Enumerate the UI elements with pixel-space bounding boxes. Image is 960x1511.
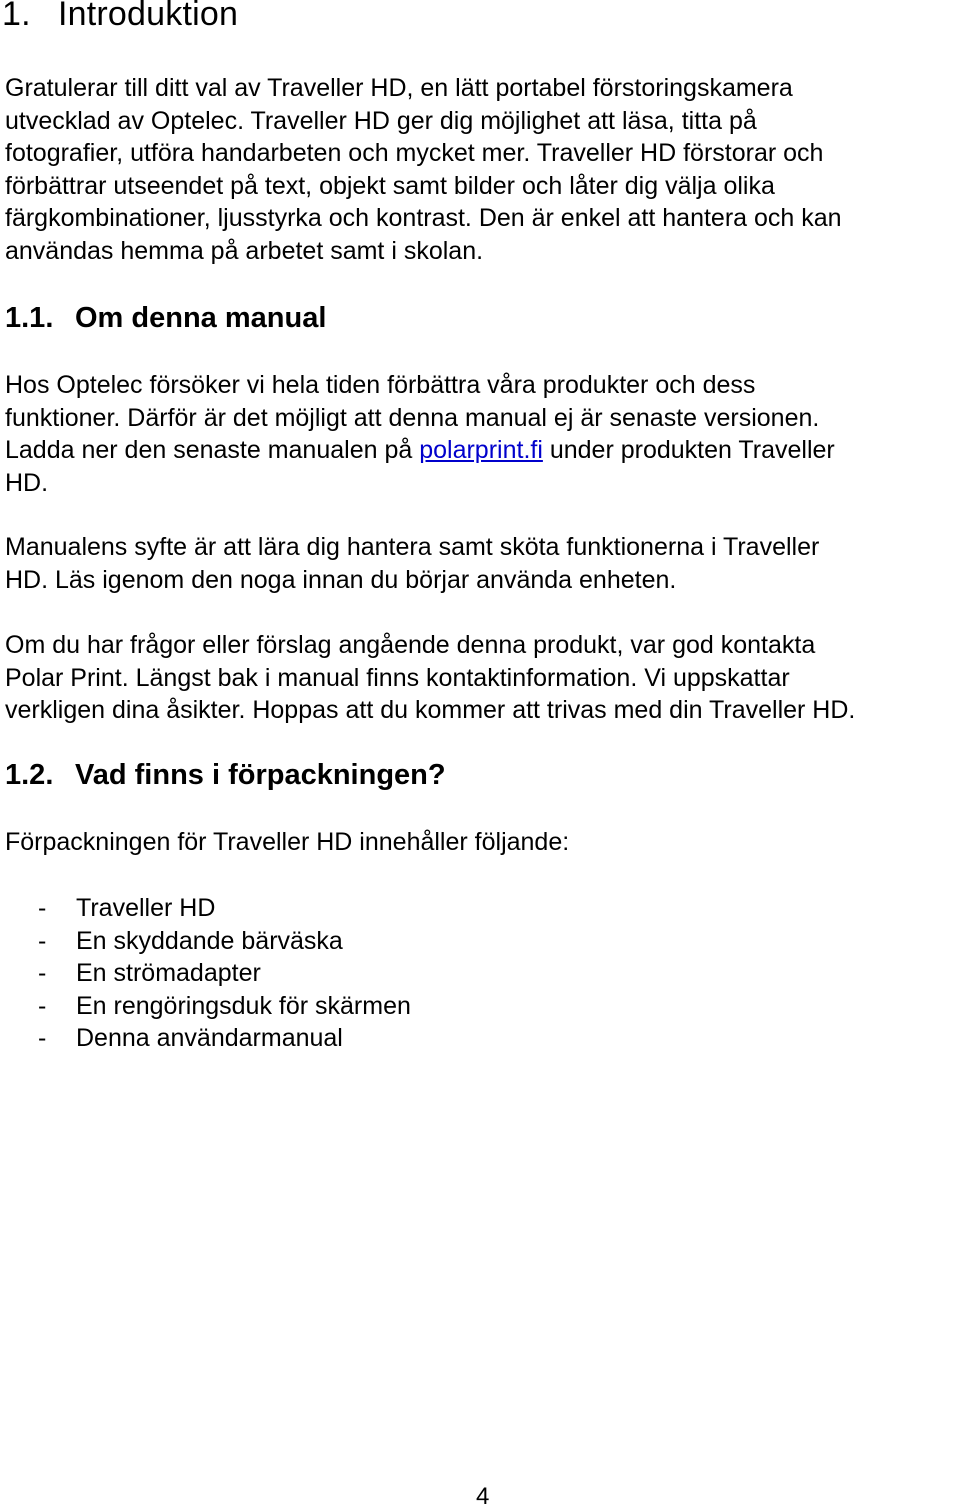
list-bullet: - — [38, 991, 47, 1020]
contact-paragraph — [5, 629, 960, 727]
package-contents-list — [38, 892, 411, 1055]
section-1-2-heading — [5, 758, 446, 792]
section-1-1-title: Om denna manual — [75, 302, 327, 334]
paragraph-line: HD. Läs igenom den noga innan du börjar använda enheten. — [5, 565, 677, 594]
intro-line: förbättrar utseendet på text, objekt samt bilder och låter dig välja olika — [5, 171, 775, 200]
manual-versions-paragraph — [5, 369, 960, 499]
list-item-text: En rengöringsduk för skärmen — [76, 991, 411, 1020]
paragraph-line: Polar Print. Längst bak i manual finns kontaktinformation. Vi uppskattar — [5, 663, 790, 692]
section-1-1-number: 1.1. — [5, 302, 54, 334]
section-1-2-title: Vad finns i förpackningen? — [75, 759, 446, 791]
list-item — [38, 990, 411, 1023]
list-item — [38, 1022, 411, 1055]
intro-line: utvecklad av Optelec. Traveller HD ger dig möjlighet att läsa, titta på — [5, 106, 757, 135]
intro-line: Gratulerar till ditt val av Traveller HD, en lätt portabel förstoringskamera — [5, 74, 793, 102]
paragraph-line: Förpackningen för Traveller HD innehåller följande: — [5, 828, 570, 856]
section-1-heading — [2, 0, 238, 34]
page-number: 4 — [476, 1483, 490, 1510]
intro-line: färgkombinationer, ljusstyrka och kontrast. Den är enkel att hantera och kan — [5, 204, 842, 232]
list-item-text: Denna användarmanual — [76, 1024, 343, 1052]
section-1-number: 1. — [2, 0, 31, 33]
section-1-title: Introduktion — [58, 0, 239, 33]
polarprint-link[interactable]: polarprint.fi — [419, 436, 543, 464]
download-text-after: under produkten Traveller — [542, 436, 835, 464]
paragraph-line: Om du har frågor eller förslag angående denna produkt, var god kontakta — [5, 631, 816, 659]
manual-purpose-paragraph — [5, 531, 960, 596]
section-1-1-heading — [5, 301, 326, 335]
paragraph-line: HD. — [5, 468, 49, 497]
list-item — [38, 925, 411, 958]
list-bullet: - — [38, 926, 47, 955]
download-text: Ladda ner den senaste manualen på — [5, 436, 420, 464]
section-1-2-number: 1.2. — [5, 759, 54, 791]
list-item-text: En strömadapter — [76, 959, 261, 987]
list-bullet: - — [38, 894, 47, 922]
list-item-text: En skyddande bärväska — [76, 926, 343, 955]
intro-paragraph — [5, 72, 960, 267]
list-item-text: Traveller HD — [76, 894, 216, 922]
intro-line: användas hemma på arbetet samt i skolan. — [5, 236, 484, 265]
list-bullet: - — [38, 1024, 47, 1052]
package-intro — [5, 826, 960, 859]
list-item — [38, 892, 411, 925]
intro-line: fotografier, utföra handarbeten och mycket mer. Traveller HD förstorar och — [5, 139, 824, 167]
list-bullet: - — [38, 959, 47, 987]
paragraph-line: Manualens syfte är att lära dig hantera samt sköta funktionerna i Traveller — [5, 533, 820, 561]
paragraph-line: verkligen dina åsikter. Hoppas att du kommer att trivas med din Traveller HD. — [5, 696, 856, 724]
paragraph-line: funktioner. Därför är det möjligt att denna manual ej är senaste versionen. — [5, 403, 820, 432]
paragraph-line: Hos Optelec försöker vi hela tiden förbättra våra produkter och dess — [5, 371, 756, 399]
list-item — [38, 957, 411, 990]
download-line — [5, 434, 960, 467]
